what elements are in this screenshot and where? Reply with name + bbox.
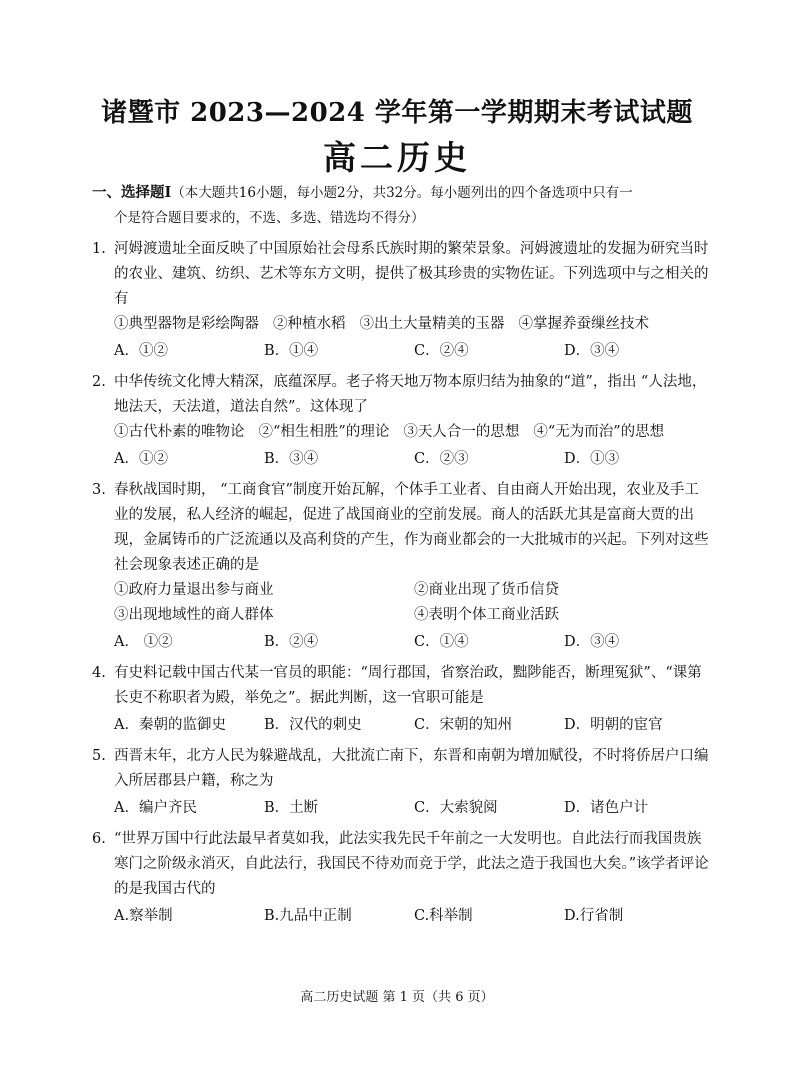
item: ③天人合一的思想 xyxy=(403,424,520,440)
answer-choices xyxy=(114,796,712,821)
question-number: 2. xyxy=(92,374,106,390)
question-stem: 有史料记载中国古代某一官员的职能：“周行郡国，省察治政，黜陟能否，断理冤狱”、“课第长吏不称职者为殿，举免之”。据此判断，这一官职可能是 xyxy=(114,665,702,706)
answer-choices xyxy=(114,904,712,929)
question-items xyxy=(114,312,712,337)
question-number: 6. xyxy=(92,831,106,847)
choice-b[interactable]: B.九品中正制 xyxy=(264,908,352,924)
question-stem: 中华传统文化博大精深，底蕴深厚。老子将天地万物本原归结为抽象的“道”，指出 “人法地，地法天，天法道，道法自然”。这体现了 xyxy=(114,374,707,415)
question-number: 4. xyxy=(92,665,106,681)
exam-title: 诸暨市 2023—2024 学年第一学期期末考试试题 xyxy=(101,98,693,128)
choice-d[interactable]: D．明朝的宦官 xyxy=(564,717,663,733)
choice-a[interactable]: A．秦朝的监御史 xyxy=(114,717,226,733)
question-number: 5. xyxy=(92,748,106,764)
choice-d[interactable]: D．①③ xyxy=(564,451,620,467)
choice-b[interactable]: B．土断 xyxy=(264,800,319,816)
choice-d[interactable]: D.行省制 xyxy=(564,908,624,924)
exam-content xyxy=(92,180,712,929)
section-note: （本大题共16小题，每小题2分，共32分。每小题列出的四个备选项中只有一 xyxy=(171,185,633,201)
question-1 xyxy=(92,237,712,364)
question-number: 1. xyxy=(92,241,106,257)
choice-b[interactable]: B．②④ xyxy=(264,634,319,650)
choice-b[interactable]: B．汉代的刺史 xyxy=(264,717,362,733)
item: ①古代朴素的唯物论 xyxy=(114,424,245,440)
item: ②商业出现了货币信贷 xyxy=(414,582,559,598)
question-stem: “世界万国中行此法最早者莫如我，此法实我先民千年前之一大发明也。自此法行而我国贵族寒门之阶级永消灭，自此法行，我国民不待劝而竞于学，此法之造于我国也大矣。”该学者评论的是我国古代的 xyxy=(114,831,709,897)
question-4 xyxy=(92,661,712,738)
choice-a[interactable]: A.察举制 xyxy=(114,908,173,924)
choice-b[interactable]: B．③④ xyxy=(264,451,319,467)
question-3 xyxy=(92,478,712,655)
choice-c[interactable]: C．②④ xyxy=(414,343,469,359)
question-items xyxy=(114,578,712,628)
question-5 xyxy=(92,744,712,821)
question-stem: 河姆渡遗址全面反映了中国原始社会母系氏族时期的繁荣景象。河姆渡遗址的发掘为研究当时的农业、建筑、纺织、艺术等东方文明，提供了极其珍贵的实物佐证。下列选项中与之相关的有 xyxy=(114,241,709,307)
choice-c[interactable]: C.科举制 xyxy=(414,908,473,924)
answer-choices xyxy=(114,713,712,738)
question-6 xyxy=(92,827,712,929)
section-heading: 一、选择题Ⅰ xyxy=(92,184,172,201)
question-2 xyxy=(92,370,712,472)
item: ②种植水稻 xyxy=(273,316,346,332)
question-stem: 春秋战国时期， “工商食官”制度开始瓦解，个体手工业者、自由商人开始出现，农业及手工业的发展，私人经济的崛起，促进了战国商业的空前发展。商人的活跃尤其是富商大贾的出现，金属铸币的广泛流通以及高利贷的产生，作为商业都会的一大批城市的兴起。下列对这些社会现象表述正确的是 xyxy=(114,482,709,573)
choice-d[interactable]: D．③④ xyxy=(564,343,620,359)
choice-a[interactable]: A． ①② xyxy=(114,634,173,650)
choice-d[interactable]: D．诸色户计 xyxy=(564,800,649,816)
item: ②“相生相胜”的理论 xyxy=(258,424,390,440)
choice-d[interactable]: D．③④ xyxy=(564,634,620,650)
item: ④“无为而治”的思想 xyxy=(533,424,665,440)
question-items xyxy=(114,420,712,445)
question-stem: 西晋末年，北方人民为躲避战乱，大批流亡南下，东晋和南朝为增加赋役，不时将侨居户口编入所居郡县户籍，称之为 xyxy=(114,748,709,789)
item: ①政府力量退出参与商业 xyxy=(114,582,274,598)
question-number: 3. xyxy=(92,482,106,498)
answer-choices xyxy=(114,447,712,472)
choice-a[interactable]: A．①② xyxy=(114,451,168,467)
choice-a[interactable]: A．编户齐民 xyxy=(114,800,197,816)
item: ④掌握养蚕缫丝技术 xyxy=(518,316,649,332)
item: ③出现地域性的商人群体 xyxy=(114,607,274,623)
choice-c[interactable]: C．宋朝的知州 xyxy=(414,717,513,733)
section-heading-line xyxy=(92,180,712,206)
choice-c[interactable]: C．①④ xyxy=(414,634,469,650)
answer-choices xyxy=(114,630,712,655)
choice-c[interactable]: C．大索貌阅 xyxy=(414,800,498,816)
section-note-cont: 个是符合题目要求的，不选、多选、错选均不得分） xyxy=(114,210,425,226)
choice-c[interactable]: C．②③ xyxy=(414,451,469,467)
item: ①典型器物是彩绘陶器 xyxy=(114,316,259,332)
page-footer: 高二历史试题 第 1 页（共 6 页） xyxy=(300,990,494,1005)
answer-choices xyxy=(114,339,712,364)
choice-a[interactable]: A．①② xyxy=(114,343,168,359)
item: ③出土大量精美的玉器 xyxy=(359,316,505,332)
item: ④表明个体工商业活跃 xyxy=(414,607,559,623)
subject-title: 高二历史 xyxy=(323,138,471,177)
choice-b[interactable]: B．①④ xyxy=(264,343,319,359)
